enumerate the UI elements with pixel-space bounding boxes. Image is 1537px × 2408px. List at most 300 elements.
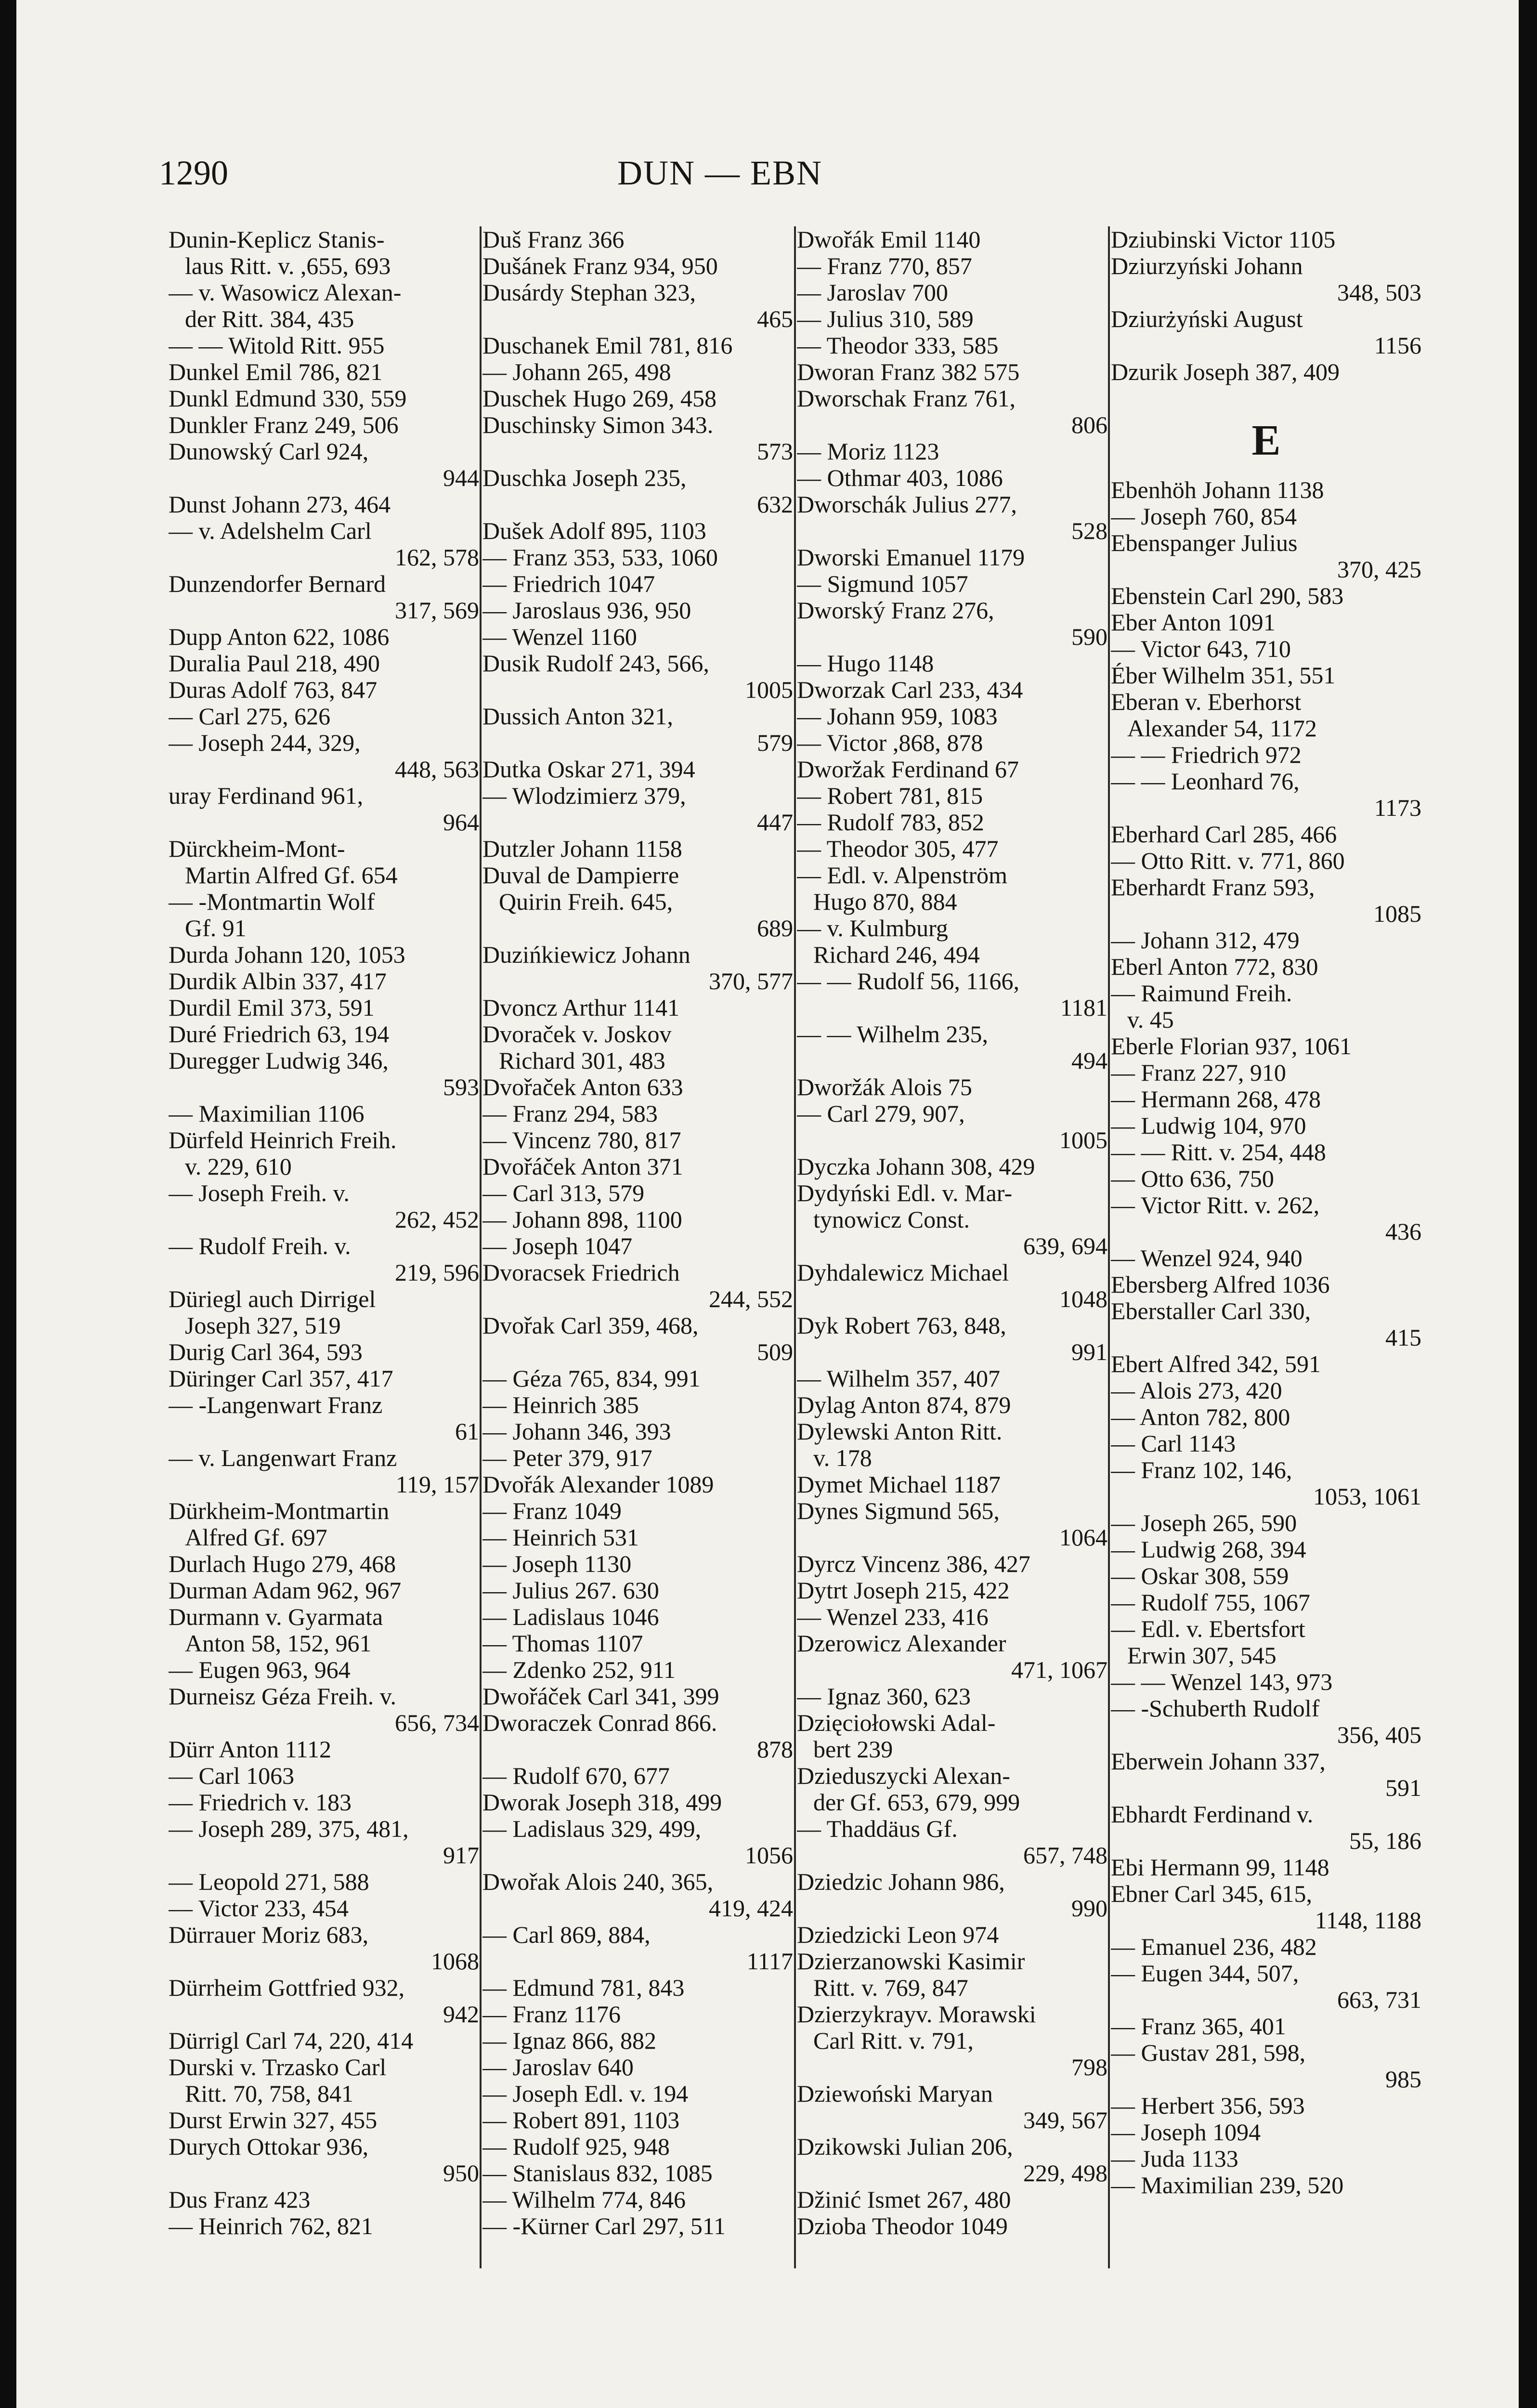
- index-entry: Dyk Robert 763, 848,: [797, 1312, 1006, 1339]
- index-entry: Dworak Joseph 318, 499: [482, 1789, 722, 1816]
- index-entry: Duregger Ludwig 346,: [169, 1047, 389, 1074]
- index-columns: [169, 226, 1421, 2273]
- index-entry: Düriegl auch Dirrigel: [169, 1286, 376, 1312]
- index-entry: — -Langenwart Franz: [169, 1392, 383, 1418]
- index-entry: Dürrheim Gottfried 932,: [169, 1975, 405, 2001]
- index-entry: Martin Alfred Gf. 654: [185, 862, 398, 889]
- index-entry: — Franz 102, 146,: [1111, 1457, 1292, 1483]
- index-entry: — Thaddäus Gf.: [797, 1816, 958, 1842]
- index-entry: Dürkheim-Montmartin: [169, 1498, 390, 1524]
- index-entry: Eberle Florian 937, 1061: [1111, 1033, 1352, 1060]
- index-entry: — Victor 643, 710: [1111, 636, 1291, 662]
- index-entry: Dzioba Theodor 1049: [797, 2213, 1008, 2239]
- index-entry: Dunkel Emil 786, 821: [169, 359, 383, 385]
- index-entry: Durmann v. Gyarmata: [169, 1604, 383, 1630]
- index-entry: Durig Carl 364, 593: [169, 1339, 363, 1365]
- index-entry: — Joseph 265, 590: [1111, 1510, 1297, 1536]
- index-entry: Dworan Franz 382 575: [797, 359, 1020, 385]
- index-entry: Dzerowicz Alexander: [797, 1630, 1006, 1657]
- index-entry: — Rudolf 783, 852: [797, 809, 984, 836]
- index-entry: 663, 731: [1337, 1987, 1421, 2013]
- index-entry: — Wilhelm 357, 407: [797, 1365, 1001, 1392]
- index-entry: — Thomas 1107: [482, 1630, 643, 1657]
- index-entry: 436: [1385, 1218, 1421, 1245]
- index-entry: Duschinsky Simon 343.: [482, 412, 714, 438]
- scan-edge-right: [1519, 0, 1537, 2408]
- index-entry: Dušek Adolf 895, 1103: [482, 518, 706, 544]
- index-entry: Ebenspanger Julius: [1111, 530, 1298, 556]
- index-entry: — Moriz 1123: [797, 438, 939, 465]
- index-entry: — v. Langenwart Franz: [169, 1445, 397, 1471]
- index-entry: 494: [1071, 1047, 1107, 1074]
- index-entry: Dzurik Joseph 387, 409: [1111, 359, 1340, 385]
- index-entry: 55, 186: [1349, 1828, 1421, 1854]
- index-entry: — Ladislaus 329, 499,: [482, 1816, 702, 1842]
- index-entry: 689: [757, 915, 793, 942]
- index-entry: Ebner Carl 345, 615,: [1111, 1881, 1312, 1907]
- index-entry: Dvoncz Arthur 1141: [482, 995, 680, 1021]
- index-entry: Duzińkiewicz Johann: [482, 942, 690, 968]
- index-entry: 1068: [431, 1948, 479, 1975]
- index-entry: Dürrauer Moriz 683,: [169, 1922, 369, 1948]
- index-entry: — Géza 765, 834, 991: [482, 1365, 701, 1392]
- index-entry: 1181: [1060, 995, 1107, 1021]
- column-divider: [1108, 226, 1110, 2268]
- index-entry: — Hugo 1148: [797, 650, 934, 677]
- index-entry: Dürckheim-Mont-: [169, 836, 345, 862]
- index-entry: — Maximilian 239, 520: [1111, 2172, 1344, 2199]
- page-number: 1290: [159, 154, 228, 192]
- index-entry: Dzierzanowski Kasimir: [797, 1948, 1025, 1975]
- index-entry: 593: [443, 1074, 479, 1100]
- index-entry: — Ignaz 360, 623: [797, 1683, 971, 1710]
- index-entry: 944: [443, 465, 479, 491]
- index-entry: Dus Franz 423: [169, 2186, 311, 2213]
- index-entry: — Eugen 963, 964: [169, 1657, 351, 1683]
- index-entry: Dunzendorfer Bernard: [169, 571, 386, 597]
- section-letter: E: [1251, 417, 1281, 464]
- index-entry: Dvořak Carl 359, 468,: [482, 1312, 699, 1339]
- index-entry: 1117: [746, 1948, 793, 1975]
- index-entry: Dziedzicki Leon 974: [797, 1922, 999, 1948]
- index-entry: 448, 563: [395, 756, 479, 783]
- index-entry: Duval de Dampierre: [482, 862, 679, 889]
- index-entry: — — Ritt. v. 254, 448: [1111, 1139, 1326, 1165]
- index-entry: 447: [757, 809, 793, 836]
- index-entry: 1064: [1059, 1524, 1107, 1551]
- index-entry: — Friedrich v. 183: [169, 1789, 352, 1816]
- index-entry: 471, 1067: [1011, 1657, 1107, 1683]
- index-entry: — Juda 1133: [1111, 2146, 1238, 2172]
- index-entry: — Victor 233, 454: [169, 1895, 349, 1922]
- index-entry: Dziubinski Victor 1105: [1111, 226, 1336, 253]
- index-entry: Duralia Paul 218, 490: [169, 650, 380, 677]
- index-entry: — Anton 782, 800: [1111, 1404, 1290, 1430]
- index-entry: — Heinrich 385: [482, 1392, 639, 1418]
- index-entry: Dworaczek Conrad 866.: [482, 1710, 717, 1736]
- index-entry: — Victor Ritt. v. 262,: [1111, 1192, 1320, 1218]
- index-entry: Richard 301, 483: [499, 1047, 665, 1074]
- index-entry: — Carl 275, 626: [169, 703, 331, 730]
- index-entry: 657, 748: [1023, 1842, 1107, 1869]
- index-entry: Éber Wilhelm 351, 551: [1111, 662, 1336, 689]
- index-entry: Dworschak Franz 761,: [797, 385, 1016, 412]
- index-entry: Ebhardt Ferdinand v.: [1111, 1801, 1314, 1828]
- index-entry: v. 178: [813, 1445, 872, 1471]
- index-entry: — v. Wasowicz Alexan-: [169, 279, 402, 306]
- index-entry: Durlach Hugo 279, 468: [169, 1551, 396, 1577]
- index-entry: — Julius 310, 589: [797, 306, 974, 332]
- index-entry: 806: [1071, 412, 1107, 438]
- index-entry: Dunkler Franz 249, 506: [169, 412, 399, 438]
- index-entry: — Otto 636, 750: [1111, 1165, 1274, 1192]
- index-entry: — Joseph 244, 329,: [169, 730, 361, 756]
- index-entry: — Alois 273, 420: [1111, 1377, 1282, 1404]
- index-entry: Dynes Sigmund 565,: [797, 1498, 1000, 1524]
- index-entry: — Franz 353, 533, 1060: [482, 544, 718, 571]
- index-entry: — Franz 294, 583: [482, 1100, 658, 1127]
- index-entry: Dunin-Keplicz Stanis-: [169, 226, 385, 253]
- index-entry: Eberl Anton 772, 830: [1111, 954, 1318, 980]
- column-divider: [794, 226, 796, 2268]
- index-entry: 370, 425: [1337, 556, 1421, 583]
- page-header: [159, 153, 1281, 206]
- index-entry: Eber Anton 1091: [1111, 609, 1276, 636]
- index-entry: 61: [455, 1418, 479, 1445]
- index-entry: 1156: [1374, 332, 1421, 359]
- index-entry: — Joseph 1047: [482, 1233, 633, 1259]
- index-entry: — Johann 265, 498: [482, 359, 671, 385]
- index-entry: Ebert Alfred 342, 591: [1111, 1351, 1321, 1377]
- index-entry: — -Schuberth Rudolf: [1111, 1695, 1320, 1722]
- index-entry: — Ladislaus 1046: [482, 1604, 659, 1630]
- index-entry: 262, 452: [395, 1206, 479, 1233]
- index-entry: — v. Adelshelm Carl: [169, 518, 372, 544]
- index-entry: 573: [757, 438, 793, 465]
- index-entry: Richard 246, 494: [813, 942, 980, 968]
- index-entry: Hugo 870, 884: [813, 889, 957, 915]
- index-entry: — Sigmund 1057: [797, 571, 968, 597]
- index-entry: — Johann 346, 393: [482, 1418, 671, 1445]
- index-entry: — Maximilian 1106: [169, 1100, 365, 1127]
- index-column-2: [482, 226, 793, 2268]
- index-entry: — Franz 227, 910: [1111, 1060, 1286, 1086]
- index-entry: — Othmar 403, 1086: [797, 465, 1003, 491]
- index-entry: — Franz 770, 857: [797, 253, 972, 279]
- index-entry: Durdil Emil 373, 591: [169, 995, 375, 1021]
- index-entry: Joseph 327, 519: [185, 1312, 341, 1339]
- index-entry: — Theodor 305, 477: [797, 836, 999, 862]
- index-entry: — Joseph 1094: [1111, 2119, 1261, 2146]
- index-entry: 985: [1385, 2066, 1421, 2093]
- index-entry: Ritt. 70, 758, 841: [185, 2081, 354, 2107]
- index-entry: 1053, 1061: [1313, 1483, 1421, 1510]
- index-entry: Dziurżyński August: [1111, 306, 1303, 332]
- index-entry: Anton 58, 152, 961: [185, 1630, 372, 1657]
- index-entry: 370, 577: [709, 968, 793, 995]
- index-entry: — Franz 365, 401: [1111, 2013, 1286, 2040]
- index-entry: 1048: [1059, 1286, 1107, 1312]
- index-entry: Durych Ottokar 936,: [169, 2133, 369, 2160]
- index-entry: Alexander 54, 1172: [1127, 715, 1317, 742]
- index-entry: 1085: [1373, 901, 1421, 927]
- index-entry: — — Leonhard 76,: [1111, 768, 1300, 795]
- index-entry: — Peter 379, 917: [482, 1445, 652, 1471]
- index-entry: — Rudolf 755, 1067: [1111, 1589, 1310, 1616]
- index-entry: — Zdenko 252, 911: [482, 1657, 676, 1683]
- index-entry: Dutzler Johann 1158: [482, 836, 682, 862]
- index-entry: — Gustav 281, 598,: [1111, 2040, 1306, 2066]
- index-entry: — Jaroslaus 936, 950: [482, 597, 691, 624]
- index-entry: Ebenstein Carl 290, 583: [1111, 583, 1344, 609]
- index-entry: Eberan v. Eberhorst: [1111, 689, 1302, 715]
- index-entry: — Jaroslav 640: [482, 2054, 634, 2081]
- index-column-4: [1111, 226, 1421, 2268]
- column-divider: [480, 226, 482, 2268]
- index-entry: Dziedzic Johann 986,: [797, 1869, 1005, 1895]
- index-entry: Dunowský Carl 924,: [169, 438, 369, 465]
- index-entry: Dylag Anton 874, 879: [797, 1392, 1011, 1418]
- index-entry: 465: [757, 306, 793, 332]
- index-entry: 119, 157: [395, 1471, 479, 1498]
- index-entry: — Carl 1143: [1111, 1430, 1236, 1457]
- index-entry: 639, 694: [1023, 1233, 1107, 1259]
- index-entry: — Rudolf Freih. v.: [169, 1233, 351, 1259]
- index-entry: — Julius 267. 630: [482, 1577, 659, 1604]
- page-title: DUN — EBN: [617, 154, 822, 192]
- index-entry: — Otto Ritt. v. 771, 860: [1111, 848, 1345, 874]
- index-entry: — Victor ,868, 878: [797, 730, 983, 756]
- index-entry: der Gf. 653, 679, 999: [813, 1789, 1020, 1816]
- index-entry: — Wenzel 924, 940: [1111, 1245, 1303, 1271]
- index-entry: 509: [757, 1339, 793, 1365]
- index-entry: — v. Kulmburg: [797, 915, 948, 942]
- index-entry: — Johann 898, 1100: [482, 1206, 682, 1233]
- index-entry: laus Ritt. v. ,655, 693: [185, 253, 391, 279]
- index-entry: Dworský Franz 276,: [797, 597, 994, 624]
- index-entry: Ebenhöh Johann 1138: [1111, 477, 1324, 503]
- index-entry: Duschek Hugo 269, 458: [482, 385, 717, 412]
- index-entry: Dvoracsek Friedrich: [482, 1259, 680, 1286]
- index-entry: Dupp Anton 622, 1086: [169, 624, 390, 650]
- index-entry: Dürrigl Carl 74, 220, 414: [169, 2028, 414, 2054]
- index-entry: 1056: [745, 1842, 793, 1869]
- index-entry: — Wilhelm 774, 846: [482, 2186, 686, 2213]
- index-entry: Duschanek Emil 781, 816: [482, 332, 733, 359]
- index-entry: Dziewoński Maryan: [797, 2081, 993, 2107]
- index-entry: 244, 552: [709, 1286, 793, 1312]
- index-entry: Ebi Hermann 99, 1148: [1111, 1854, 1329, 1881]
- index-entry: 798: [1071, 2054, 1107, 2081]
- index-entry: — Stanislaus 832, 1085: [482, 2160, 713, 2186]
- index-entry: Dzięciołowski Adal-: [797, 1710, 996, 1736]
- index-entry: 229, 498: [1023, 2160, 1107, 2186]
- index-entry: — Ludwig 104, 970: [1111, 1112, 1306, 1139]
- index-entry: Dwořak Alois 240, 365,: [482, 1869, 714, 1895]
- index-entry: — Carl 869, 884,: [482, 1922, 651, 1948]
- index-entry: — Jaroslav 700: [797, 279, 948, 306]
- index-entry: Dvoraček v. Joskov: [482, 1021, 672, 1047]
- index-entry: 942: [443, 2001, 479, 2028]
- index-entry: Dydyński Edl. v. Mar-: [797, 1180, 1013, 1206]
- index-entry: der Ritt. 384, 435: [185, 306, 354, 332]
- index-entry: — Franz 1049: [482, 1498, 622, 1524]
- index-entry: Durman Adam 962, 967: [169, 1577, 402, 1604]
- index-column-1: [169, 226, 479, 2268]
- index-entry: 991: [1071, 1339, 1107, 1365]
- index-entry: Ebersberg Alfred 1036: [1111, 1271, 1330, 1298]
- index-entry: Dürfeld Heinrich Freih.: [169, 1127, 397, 1153]
- index-entry: Quirin Freih. 645,: [499, 889, 673, 915]
- index-entry: 950: [443, 2160, 479, 2186]
- index-entry: 349, 567: [1023, 2107, 1107, 2133]
- index-entry: — — Wilhelm 235,: [797, 1021, 989, 1047]
- index-entry: — Wenzel 233, 416: [797, 1604, 989, 1630]
- index-entry: — Carl 1063: [169, 1763, 295, 1789]
- index-entry: Ritt. v. 769, 847: [813, 1975, 968, 2001]
- index-entry: — Carl 313, 579: [482, 1180, 645, 1206]
- index-entry: 579: [757, 730, 793, 756]
- index-entry: Dylewski Anton Ritt.: [797, 1418, 1003, 1445]
- index-entry: — Rudolf 670, 677: [482, 1763, 670, 1789]
- index-entry: 656, 734: [395, 1710, 479, 1736]
- index-entry: — Hermann 268, 478: [1111, 1086, 1321, 1112]
- index-entry: 878: [757, 1736, 793, 1763]
- index-entry: — Ludwig 268, 394: [1111, 1536, 1306, 1563]
- index-entry: 917: [443, 1842, 479, 1869]
- index-entry: Dworžák Alois 75: [797, 1074, 972, 1100]
- index-entry: Dürr Anton 1112: [169, 1736, 331, 1763]
- index-entry: 528: [1071, 518, 1107, 544]
- index-entry: v. 45: [1127, 1007, 1174, 1033]
- index-entry: tynowicz Const.: [813, 1206, 970, 1233]
- index-entry: — Rudolf 925, 948: [482, 2133, 670, 2160]
- index-entry: — — Friedrich 972: [1111, 742, 1302, 768]
- index-entry: 1005: [1059, 1127, 1107, 1153]
- index-entry: uray Ferdinand 961,: [169, 783, 364, 809]
- index-entry: v. 229, 610: [185, 1153, 292, 1180]
- index-entry: Duré Friedrich 63, 194: [169, 1021, 390, 1047]
- index-entry: Duš Franz 366: [482, 226, 625, 253]
- index-entry: 590: [1071, 624, 1107, 650]
- index-entry: — Eugen 344, 507,: [1111, 1960, 1299, 1987]
- index-entry: Dyhdalewicz Michael: [797, 1259, 1009, 1286]
- index-entry: — Heinrich 531: [482, 1524, 639, 1551]
- index-entry: Dymet Michael 1187: [797, 1471, 1001, 1498]
- index-entry: Dunst Johann 273, 464: [169, 491, 391, 518]
- index-entry: 591: [1385, 1775, 1421, 1801]
- index-entry: — Edl. v. Ebertsfort: [1111, 1616, 1305, 1642]
- index-entry: Eberstaller Carl 330,: [1111, 1298, 1311, 1324]
- index-entry: Dworzak Carl 233, 434: [797, 677, 1023, 703]
- index-entry: Eberhardt Franz 593,: [1111, 874, 1315, 901]
- index-entry: — Raimund Freih.: [1111, 980, 1292, 1007]
- index-entry: — Carl 279, 907,: [797, 1100, 965, 1127]
- index-entry: Duschka Joseph 235,: [482, 465, 687, 491]
- index-entry: — Joseph 760, 854: [1111, 503, 1297, 530]
- index-entry: Dussich Anton 321,: [482, 703, 673, 730]
- index-entry: — Theodor 333, 585: [797, 332, 999, 359]
- index-entry: — Joseph 289, 375, 481,: [169, 1816, 409, 1842]
- scan-edge-left: [0, 0, 16, 2408]
- index-entry: — — Wenzel 143, 973: [1111, 1669, 1333, 1695]
- index-entry: 219, 596: [395, 1259, 479, 1286]
- index-entry: 419, 424: [709, 1895, 793, 1922]
- index-entry: Dzikowski Julian 206,: [797, 2133, 1013, 2160]
- index-entry: 1148, 1188: [1315, 1907, 1421, 1934]
- index-entry: — Ignaz 866, 882: [482, 2028, 657, 2054]
- index-entry: — Edl. v. Alpenström: [797, 862, 1008, 889]
- index-entry: Düringer Carl 357, 417: [169, 1365, 393, 1392]
- index-entry: — Oskar 308, 559: [1111, 1563, 1289, 1589]
- index-entry: Dzieduszycki Alexan-: [797, 1763, 1010, 1789]
- index-column-3: [797, 226, 1107, 2268]
- index-entry: Dusárdy Stephan 323,: [482, 279, 696, 306]
- index-entry: — Robert 891, 1103: [482, 2107, 680, 2133]
- index-entry: — -Kürner Carl 297, 511: [482, 2213, 726, 2239]
- index-entry: — Joseph Edl. v. 194: [482, 2081, 689, 2107]
- index-entry: Dutka Oskar 271, 394: [482, 756, 695, 783]
- index-entry: Durski v. Trzasko Carl: [169, 2054, 387, 2081]
- index-entry: — Robert 781, 815: [797, 783, 983, 809]
- index-entry: Duras Adolf 763, 847: [169, 677, 378, 703]
- index-entry: Durdik Albin 337, 417: [169, 968, 387, 995]
- index-entry: — -Montmartin Wolf: [169, 889, 375, 915]
- index-entry: 964: [443, 809, 479, 836]
- index-entry: — Johann 959, 1083: [797, 703, 998, 730]
- index-entry: Erwin 307, 545: [1127, 1642, 1276, 1669]
- index-entry: — Edmund 781, 843: [482, 1975, 685, 2001]
- index-entry: — Franz 1176: [482, 2001, 621, 2028]
- index-entry: — — Rudolf 56, 1166,: [797, 968, 1020, 995]
- index-entry: bert 239: [813, 1736, 893, 1763]
- index-entry: Dyrcz Vincenz 386, 427: [797, 1551, 1030, 1577]
- index-entry: Gf. 91: [185, 915, 247, 942]
- index-entry: Dunkl Edmund 330, 559: [169, 385, 407, 412]
- index-entry: Dworschák Julius 277,: [797, 491, 1017, 518]
- index-entry: Durneisz Géza Freih. v.: [169, 1683, 396, 1710]
- index-entry: — Friedrich 1047: [482, 571, 655, 597]
- index-entry: 1173: [1374, 795, 1421, 821]
- index-entry: Carl Ritt. v. 791,: [813, 2028, 974, 2054]
- index-entry: 317, 569: [395, 597, 479, 624]
- index-entry: 632: [757, 491, 793, 518]
- index-entry: Dwořák Emil 1140: [797, 226, 981, 253]
- index-entry: — Vincenz 780, 817: [482, 1127, 681, 1153]
- index-entry: Alfred Gf. 697: [185, 1524, 327, 1551]
- index-entry: Dusik Rudolf 243, 566,: [482, 650, 709, 677]
- index-entry: Durst Erwin 327, 455: [169, 2107, 378, 2133]
- index-entry: — Johann 312, 479: [1111, 927, 1300, 954]
- index-entry: — Wenzel 1160: [482, 624, 637, 650]
- index-entry: 348, 503: [1337, 279, 1421, 306]
- index-entry: — — Witold Ritt. 955: [169, 332, 385, 359]
- index-entry: Džinić Ismet 267, 480: [797, 2186, 1011, 2213]
- index-entry: Dušánek Franz 934, 950: [482, 253, 718, 279]
- index-entry: Dziurzyński Johann: [1111, 253, 1303, 279]
- index-entry: 990: [1071, 1895, 1107, 1922]
- index-entry: Dwořáček Carl 341, 399: [482, 1683, 719, 1710]
- index-entry: — Heinrich 762, 821: [169, 2213, 373, 2239]
- index-entry: — Herbert 356, 593: [1111, 2093, 1305, 2119]
- index-entry: Dvořáček Anton 371: [482, 1153, 683, 1180]
- index-entry: 415: [1385, 1324, 1421, 1351]
- index-entry: 1005: [745, 677, 793, 703]
- index-entry: Dvořák Alexander 1089: [482, 1471, 714, 1498]
- index-entry: — Leopold 271, 588: [169, 1869, 369, 1895]
- index-entry: Dytrt Joseph 215, 422: [797, 1577, 1010, 1604]
- index-entry: — Joseph Freih. v.: [169, 1180, 350, 1206]
